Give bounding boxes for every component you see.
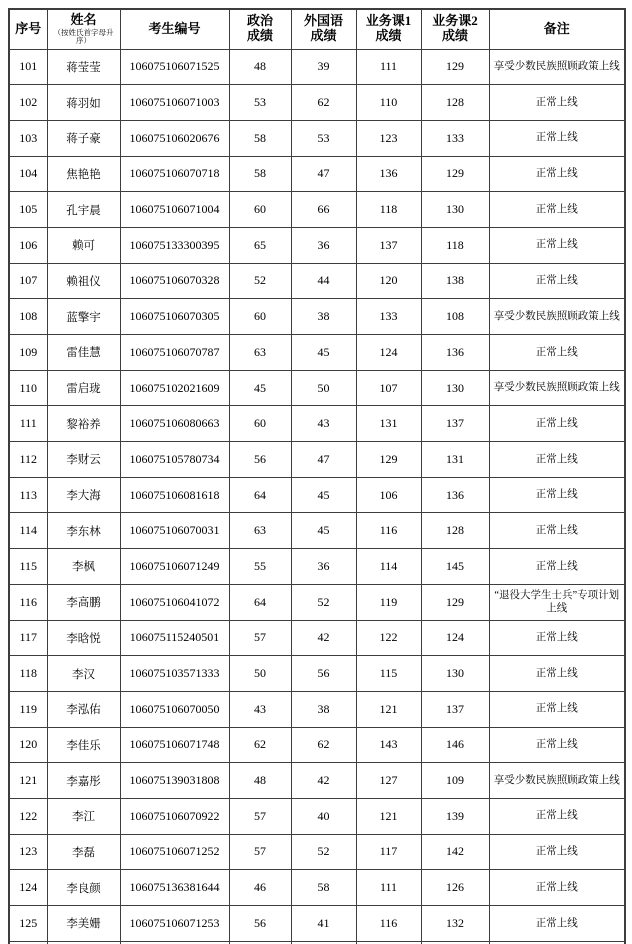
cell-name: 李泓佑 — [47, 691, 120, 727]
table-row — [9, 85, 625, 121]
cell-course2-score: 118 — [421, 227, 489, 263]
table-row — [9, 263, 625, 299]
table-row — [9, 906, 625, 942]
cell-course1-score: 111 — [356, 49, 421, 85]
cell-course1-score: 119 — [356, 584, 421, 620]
cell-name: 赖祖仪 — [47, 263, 120, 299]
cell-politics-score: 48 — [229, 763, 291, 799]
col-header-course1 — [356, 9, 421, 49]
cell-foreign-score: 44 — [291, 263, 356, 299]
cell-remark: 正常上线 — [489, 727, 625, 763]
cell-remark: 正常上线 — [489, 192, 625, 228]
cell-seq: 112 — [9, 442, 47, 478]
cell-remark: 正常上线 — [489, 906, 625, 942]
cell-foreign-score: 42 — [291, 763, 356, 799]
cell-course2-score: 136 — [421, 477, 489, 513]
cell-course1-score: 114 — [356, 549, 421, 585]
cell-name: 李东林 — [47, 513, 120, 549]
cell-remark: 正常上线 — [489, 120, 625, 156]
cell-remark: 正常上线 — [489, 549, 625, 585]
table-body — [9, 49, 625, 944]
cell-course2-score: 130 — [421, 370, 489, 406]
cell-candidate-id: 106075106041072 — [120, 584, 229, 620]
cell-course2-score: 146 — [421, 727, 489, 763]
table-row — [9, 477, 625, 513]
cell-name: 李佳乐 — [47, 727, 120, 763]
cell-name: 雷佳慧 — [47, 335, 120, 371]
col-header-foreign-line1: 外国语 — [303, 13, 343, 29]
cell-politics-score: 58 — [229, 120, 291, 156]
cell-name: 李枫 — [47, 549, 120, 585]
cell-candidate-id: 106075105780734 — [120, 442, 229, 478]
cell-seq: 117 — [9, 620, 47, 656]
cell-seq: 104 — [9, 156, 47, 192]
col-header-remark — [489, 9, 625, 49]
cell-foreign-score: 53 — [291, 120, 356, 156]
cell-candidate-id: 106075106070718 — [120, 156, 229, 192]
table-row — [9, 442, 625, 478]
cell-course2-score: 109 — [421, 763, 489, 799]
cell-candidate-id: 106075106081618 — [120, 477, 229, 513]
col-header-candidate-id-label: 考生编号 — [148, 20, 201, 36]
cell-remark: 正常上线 — [489, 335, 625, 371]
cell-name: 李大海 — [47, 477, 120, 513]
cell-candidate-id: 106075106070787 — [120, 335, 229, 371]
cell-course2-score: 145 — [421, 549, 489, 585]
col-header-name — [47, 9, 120, 49]
cell-course2-score: 137 — [421, 691, 489, 727]
col-header-name-note: （按姓氏首字母升序） — [53, 27, 114, 46]
cell-remark: 享受少数民族照顾政策上线 — [489, 370, 625, 406]
cell-seq: 122 — [9, 798, 47, 834]
cell-foreign-score: 36 — [291, 549, 356, 585]
cell-candidate-id: 106075136381644 — [120, 870, 229, 906]
cell-name: 李江 — [47, 798, 120, 834]
cell-seq: 109 — [9, 335, 47, 371]
cell-name: 李高鹏 — [47, 584, 120, 620]
cell-course1-score: 117 — [356, 834, 421, 870]
cell-politics-score: 52 — [229, 263, 291, 299]
table-row — [9, 120, 625, 156]
cell-seq: 101 — [9, 49, 47, 85]
cell-politics-score: 45 — [229, 370, 291, 406]
cell-candidate-id: 106075139031808 — [120, 763, 229, 799]
table-row — [9, 798, 625, 834]
cell-course1-score: 136 — [356, 156, 421, 192]
cell-foreign-score: 52 — [291, 584, 356, 620]
cell-course2-score: 130 — [421, 656, 489, 692]
cell-course2-score: 130 — [421, 192, 489, 228]
cell-course2-score: 139 — [421, 798, 489, 834]
cell-candidate-id: 106075106071003 — [120, 85, 229, 121]
cell-foreign-score: 56 — [291, 656, 356, 692]
cell-remark: 正常上线 — [489, 798, 625, 834]
col-header-foreign-line2: 成绩 — [310, 28, 337, 44]
table-row — [9, 656, 625, 692]
cell-seq: 119 — [9, 691, 47, 727]
table-row — [9, 49, 625, 85]
col-header-remark-label: 备注 — [543, 20, 570, 36]
cell-name: 李美姗 — [47, 906, 120, 942]
cell-politics-score: 64 — [229, 477, 291, 513]
table-row — [9, 620, 625, 656]
col-header-candidate-id — [120, 9, 229, 49]
col-header-course1-line1: 业务课1 — [365, 13, 412, 29]
cell-course1-score: 121 — [356, 691, 421, 727]
cell-politics-score: 60 — [229, 406, 291, 442]
cell-course1-score: 131 — [356, 406, 421, 442]
cell-foreign-score: 66 — [291, 192, 356, 228]
cell-course1-score: 118 — [356, 192, 421, 228]
cell-name: 赖可 — [47, 227, 120, 263]
cell-name: 李汉 — [47, 656, 120, 692]
cell-candidate-id: 106075106070031 — [120, 513, 229, 549]
cell-remark: 正常上线 — [489, 263, 625, 299]
cell-politics-score: 58 — [229, 156, 291, 192]
cell-remark: 正常上线 — [489, 834, 625, 870]
cell-course1-score: 123 — [356, 120, 421, 156]
cell-politics-score: 43 — [229, 691, 291, 727]
col-header-course2 — [421, 9, 489, 49]
cell-foreign-score: 50 — [291, 370, 356, 406]
col-header-course2-line1: 业务课2 — [432, 13, 478, 29]
cell-candidate-id: 106075102021609 — [120, 370, 229, 406]
cell-remark: “退役大学生士兵”专项计划上线 — [489, 584, 625, 620]
table-row — [9, 549, 625, 585]
cell-remark: 正常上线 — [489, 656, 625, 692]
cell-course1-score: 124 — [356, 335, 421, 371]
cell-seq: 113 — [9, 477, 47, 513]
cell-name: 焦艳艳 — [47, 156, 120, 192]
cell-course2-score: 129 — [421, 49, 489, 85]
cell-politics-score: 56 — [229, 442, 291, 478]
cell-remark: 正常上线 — [489, 691, 625, 727]
cell-foreign-score: 58 — [291, 870, 356, 906]
cell-name: 李磊 — [47, 834, 120, 870]
cell-name: 李良颜 — [47, 870, 120, 906]
cell-remark: 享受少数民族照顾政策上线 — [489, 49, 625, 85]
cell-course1-score: 115 — [356, 656, 421, 692]
cell-seq: 105 — [9, 192, 47, 228]
cell-course2-score: 128 — [421, 513, 489, 549]
table-row — [9, 156, 625, 192]
cell-seq: 111 — [9, 406, 47, 442]
cell-seq: 102 — [9, 85, 47, 121]
cell-remark: 正常上线 — [489, 513, 625, 549]
cell-foreign-score: 45 — [291, 513, 356, 549]
cell-course2-score: 138 — [421, 263, 489, 299]
table-row — [9, 370, 625, 406]
cell-candidate-id: 106075106071253 — [120, 906, 229, 942]
cell-seq: 121 — [9, 763, 47, 799]
cell-seq: 115 — [9, 549, 47, 585]
cell-foreign-score: 47 — [291, 156, 356, 192]
cell-politics-score: 57 — [229, 834, 291, 870]
cell-foreign-score: 62 — [291, 85, 356, 121]
table-row — [9, 335, 625, 371]
cell-name: 李晗悦 — [47, 620, 120, 656]
cell-candidate-id: 106075106071004 — [120, 192, 229, 228]
cell-seq: 124 — [9, 870, 47, 906]
cell-course1-score: 110 — [356, 85, 421, 121]
cell-course2-score: 129 — [421, 584, 489, 620]
cell-candidate-id: 106075106071748 — [120, 727, 229, 763]
table-row — [9, 584, 625, 620]
cell-seq: 125 — [9, 906, 47, 942]
cell-foreign-score: 39 — [291, 49, 356, 85]
cell-politics-score: 63 — [229, 335, 291, 371]
cell-foreign-score: 45 — [291, 335, 356, 371]
col-header-seq-label: 序号 — [15, 20, 42, 36]
cell-foreign-score: 36 — [291, 227, 356, 263]
cell-course1-score: 116 — [356, 906, 421, 942]
cell-candidate-id: 106075106080663 — [120, 406, 229, 442]
table-row — [9, 691, 625, 727]
cell-name: 蒋子豪 — [47, 120, 120, 156]
cell-seq: 114 — [9, 513, 47, 549]
col-header-foreign — [291, 9, 356, 49]
cell-foreign-score: 42 — [291, 620, 356, 656]
cell-course2-score: 124 — [421, 620, 489, 656]
cell-course2-score: 129 — [421, 156, 489, 192]
table-row — [9, 870, 625, 906]
col-header-course1-line2: 成绩 — [375, 28, 402, 44]
cell-seq: 118 — [9, 656, 47, 692]
cell-foreign-score: 62 — [291, 727, 356, 763]
cell-foreign-score: 38 — [291, 299, 356, 335]
cell-foreign-score: 47 — [291, 442, 356, 478]
cell-seq: 108 — [9, 299, 47, 335]
cell-remark: 正常上线 — [489, 870, 625, 906]
cell-seq: 106 — [9, 227, 47, 263]
cell-course2-score: 142 — [421, 834, 489, 870]
table-row — [9, 406, 625, 442]
cell-name: 蓝擎宇 — [47, 299, 120, 335]
col-header-politics-line2: 成绩 — [246, 28, 273, 44]
cell-foreign-score: 45 — [291, 477, 356, 513]
cell-foreign-score: 40 — [291, 798, 356, 834]
header-row — [9, 9, 625, 49]
cell-course2-score: 132 — [421, 906, 489, 942]
cell-name: 孔宇晨 — [47, 192, 120, 228]
cell-politics-score: 55 — [229, 549, 291, 585]
cell-course1-score: 143 — [356, 727, 421, 763]
cell-course1-score: 106 — [356, 477, 421, 513]
cell-course2-score: 137 — [421, 406, 489, 442]
cell-course1-score: 127 — [356, 763, 421, 799]
cell-candidate-id: 106075106070305 — [120, 299, 229, 335]
cell-course2-score: 131 — [421, 442, 489, 478]
cell-politics-score: 60 — [229, 299, 291, 335]
table-row — [9, 227, 625, 263]
cell-seq: 110 — [9, 370, 47, 406]
cell-foreign-score: 43 — [291, 406, 356, 442]
cell-foreign-score: 41 — [291, 906, 356, 942]
cell-name: 李财云 — [47, 442, 120, 478]
cell-politics-score: 57 — [229, 620, 291, 656]
cell-remark: 正常上线 — [489, 156, 625, 192]
cell-politics-score: 60 — [229, 192, 291, 228]
cell-politics-score: 64 — [229, 584, 291, 620]
cell-politics-score: 63 — [229, 513, 291, 549]
cell-remark: 正常上线 — [489, 477, 625, 513]
cell-course2-score: 128 — [421, 85, 489, 121]
col-header-seq — [9, 9, 47, 49]
cell-course2-score: 136 — [421, 335, 489, 371]
cell-politics-score: 50 — [229, 656, 291, 692]
cell-course1-score: 111 — [356, 870, 421, 906]
candidate-score-table — [8, 8, 626, 944]
cell-course1-score: 116 — [356, 513, 421, 549]
cell-politics-score: 46 — [229, 870, 291, 906]
col-header-name-label: 姓名 — [70, 11, 97, 27]
cell-candidate-id: 106075106071525 — [120, 49, 229, 85]
cell-name: 蒋莹莹 — [47, 49, 120, 85]
cell-seq: 116 — [9, 584, 47, 620]
cell-seq: 103 — [9, 120, 47, 156]
cell-course2-score: 133 — [421, 120, 489, 156]
cell-course1-score: 120 — [356, 263, 421, 299]
cell-politics-score: 48 — [229, 49, 291, 85]
cell-name: 李嘉彤 — [47, 763, 120, 799]
cell-course1-score: 121 — [356, 798, 421, 834]
cell-course1-score: 137 — [356, 227, 421, 263]
cell-course2-score: 126 — [421, 870, 489, 906]
cell-course2-score: 108 — [421, 299, 489, 335]
table-row — [9, 727, 625, 763]
col-header-politics-line1: 政治 — [246, 13, 273, 29]
cell-seq: 123 — [9, 834, 47, 870]
cell-politics-score: 56 — [229, 906, 291, 942]
cell-candidate-id: 106075106070050 — [120, 691, 229, 727]
cell-candidate-id: 106075106070328 — [120, 263, 229, 299]
table-row — [9, 192, 625, 228]
cell-candidate-id: 106075106020676 — [120, 120, 229, 156]
cell-foreign-score: 52 — [291, 834, 356, 870]
cell-name: 蒋羽如 — [47, 85, 120, 121]
cell-politics-score: 53 — [229, 85, 291, 121]
cell-name: 雷启珑 — [47, 370, 120, 406]
cell-candidate-id: 106075106070922 — [120, 798, 229, 834]
cell-course1-score: 129 — [356, 442, 421, 478]
table-row — [9, 763, 625, 799]
cell-politics-score: 57 — [229, 798, 291, 834]
col-header-course2-line2: 成绩 — [441, 28, 468, 44]
cell-candidate-id: 106075106071249 — [120, 549, 229, 585]
cell-seq: 107 — [9, 263, 47, 299]
cell-remark: 享受少数民族照顾政策上线 — [489, 763, 625, 799]
cell-remark: 正常上线 — [489, 406, 625, 442]
cell-course1-score: 122 — [356, 620, 421, 656]
cell-remark: 正常上线 — [489, 442, 625, 478]
cell-foreign-score: 38 — [291, 691, 356, 727]
cell-candidate-id: 106075106071252 — [120, 834, 229, 870]
col-header-politics — [229, 9, 291, 49]
cell-name: 黎裕养 — [47, 406, 120, 442]
cell-politics-score: 65 — [229, 227, 291, 263]
cell-candidate-id: 106075103571333 — [120, 656, 229, 692]
cell-remark: 正常上线 — [489, 227, 625, 263]
cell-course1-score: 107 — [356, 370, 421, 406]
cell-candidate-id: 106075133300395 — [120, 227, 229, 263]
table-row — [9, 299, 625, 335]
cell-remark: 正常上线 — [489, 85, 625, 121]
cell-remark: 享受少数民族照顾政策上线 — [489, 299, 625, 335]
cell-candidate-id: 106075115240501 — [120, 620, 229, 656]
cell-politics-score: 62 — [229, 727, 291, 763]
table-row — [9, 513, 625, 549]
table-row — [9, 834, 625, 870]
cell-seq: 120 — [9, 727, 47, 763]
cell-remark: 正常上线 — [489, 620, 625, 656]
cell-course1-score: 133 — [356, 299, 421, 335]
